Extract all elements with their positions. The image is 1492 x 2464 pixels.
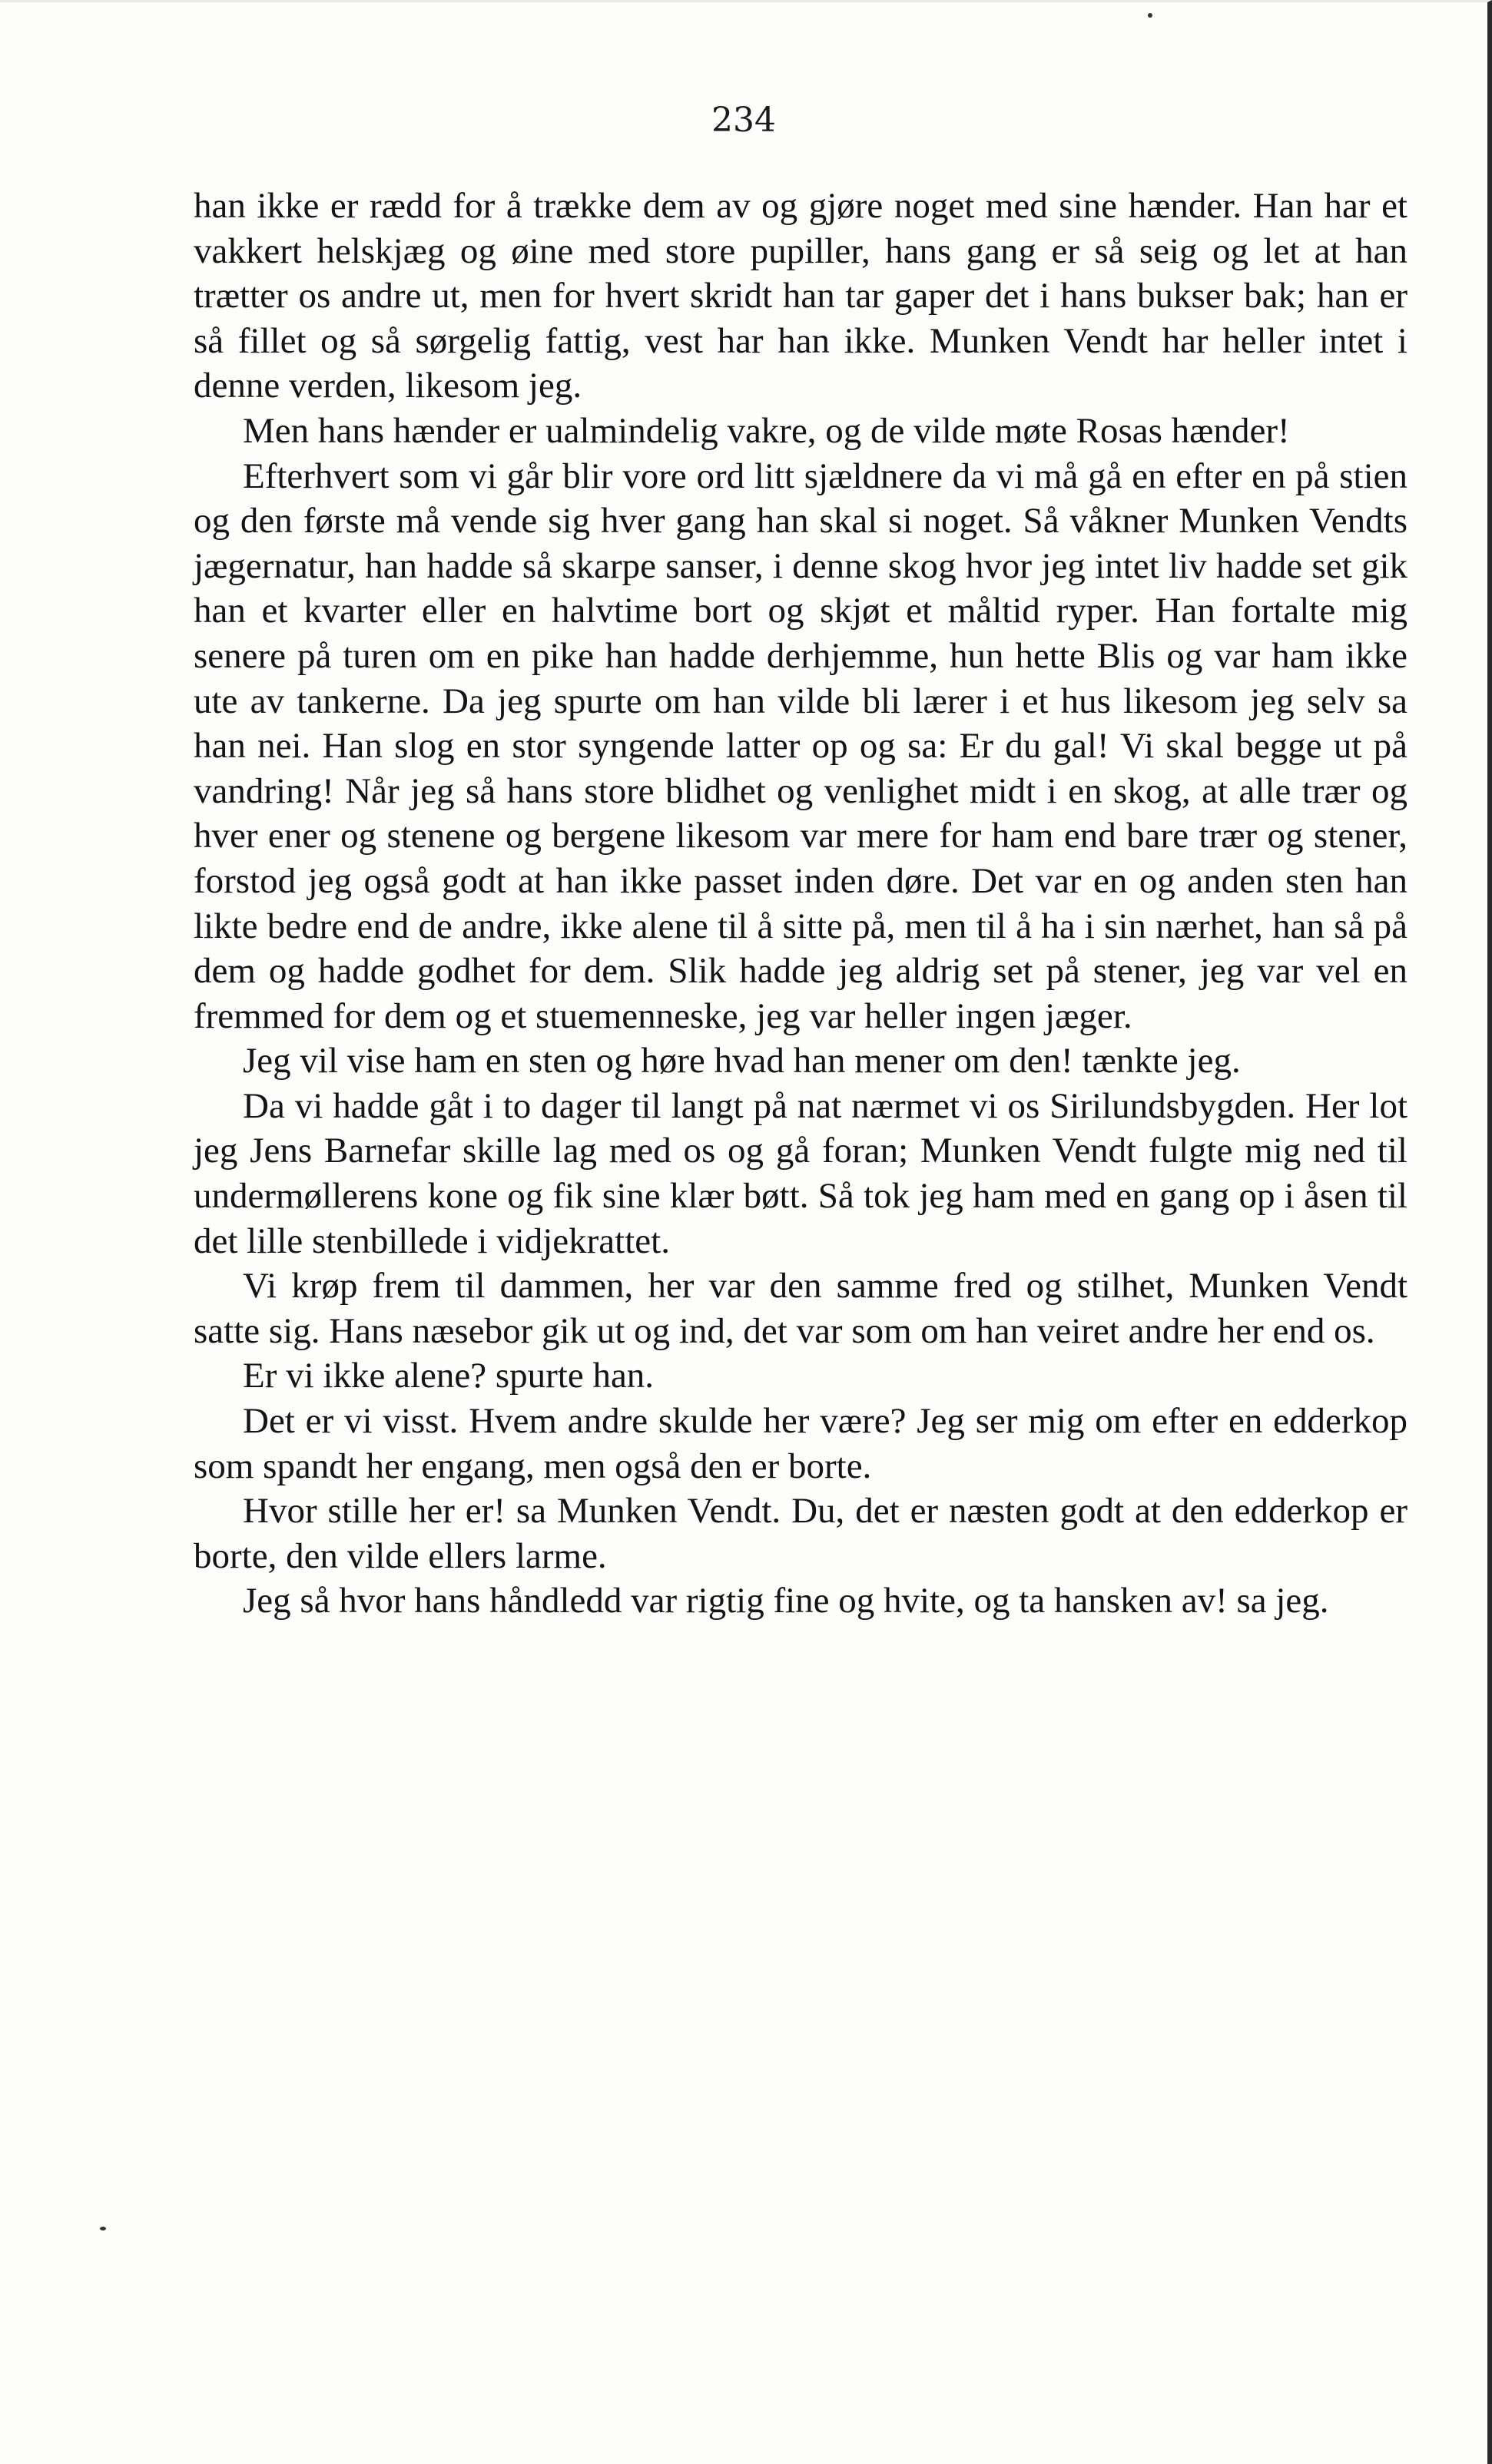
paragraph: Hvor stille her er! sa Munken Vendt. Du, det er næsten godt at den edderkop er borte, den vilde ellers larme. — [194, 1491, 1407, 1576]
paragraph: Vi krøp frem til dammen, her var den samme fred og stilhet, Munken Vendt satte sig. Hans næsebor gik ut og ind, det var som om han veiret andre her end os. — [194, 1266, 1407, 1351]
paragraph: Da vi hadde gåt i to dager til langt på nat nærmet vi os Sirilundsbygden. Her lot jeg Jens Barnefar skille lag med os og gå foran; Munken Vendt fulgte mig ned til undermøllerens kone og fik sine klær bøtt. Så tok jeg ham med en gang op i åsen til det lille stenbillede i vidjekrattet. — [194, 1085, 1407, 1261]
scan-speck — [1148, 13, 1152, 18]
page-number: 234 — [711, 101, 776, 140]
paragraph: Jeg så hvor hans håndledd var rigtig fine og hvite, og ta hansken av! sa jeg. — [243, 1581, 1329, 1621]
paragraph: Det er vi visst. Hvem andre skulde her være? Jeg ser mig om efter en edderkop som spandt her engang, men også den er borte. — [194, 1401, 1407, 1486]
paragraph: Men hans hænder er ualmindelig vakre, og de vilde møte Rosas hænder! — [243, 410, 1290, 451]
paragraph: Jeg vil vise ham en sten og høre hvad han mener om den! tænkte jeg. — [243, 1041, 1241, 1081]
paragraph: Efterhvert som vi går blir vore ord litt sjældnere da vi må gå en efter en på stien og den første må vende sig hver gang han skal si noget. Så våkner Munken Vendts jægernatur, han hadde så skarpe sanser, i denne skog hvor jeg intet liv hadde set gik han et kvarter eller en halvtime bort og skjøt et måltid ryper. Han fortalte mig senere på turen om en pike han hadde derhjemme, hun hette Blis og var ham ikke ute av tankerne. Da jeg spurte om han vilde bli lærer i et hus likesom jeg selv sa han nei. Han slog en stor syngende latter op og sa: Er du gal! Vi skal begge ut på vandring! Når jeg så hans store blidhet og venlighet midt i en skog, at alle trær og hver ener og stenene og bergene likesom var mere for ham end bare trær og stener, forstod jeg også godt at han ikke passet inden døre. Det var en og anden sten han likte bedre end de andre, ikke alene til å sitte på, men til å ha i sin nærhet, han så på dem og hadde godhet for dem. Slik hadde jeg aldrig set på stener, jeg var vel en fremmed for dem og et stuemenneske, jeg var heller ingen jæger. — [194, 455, 1407, 1036]
scan-speck — [100, 2227, 106, 2231]
paragraph: Er vi ikke alene? spurte han. — [243, 1356, 655, 1396]
body-text — [194, 184, 1407, 1624]
paragraph: han ikke er rædd for å trække dem av og gjøre noget med sine hænder. Han har et vakkert helskjæg og øine med store pupiller, hans gang er så seig og let at han trætter os andre ut, men for hvert skridt han tar gaper det i hans bukser bak; han er så fillet og så sørgelig fattig, vest har han ikke. Munken Vendt har heller intet i denne verden, likesom jeg. — [194, 186, 1407, 406]
